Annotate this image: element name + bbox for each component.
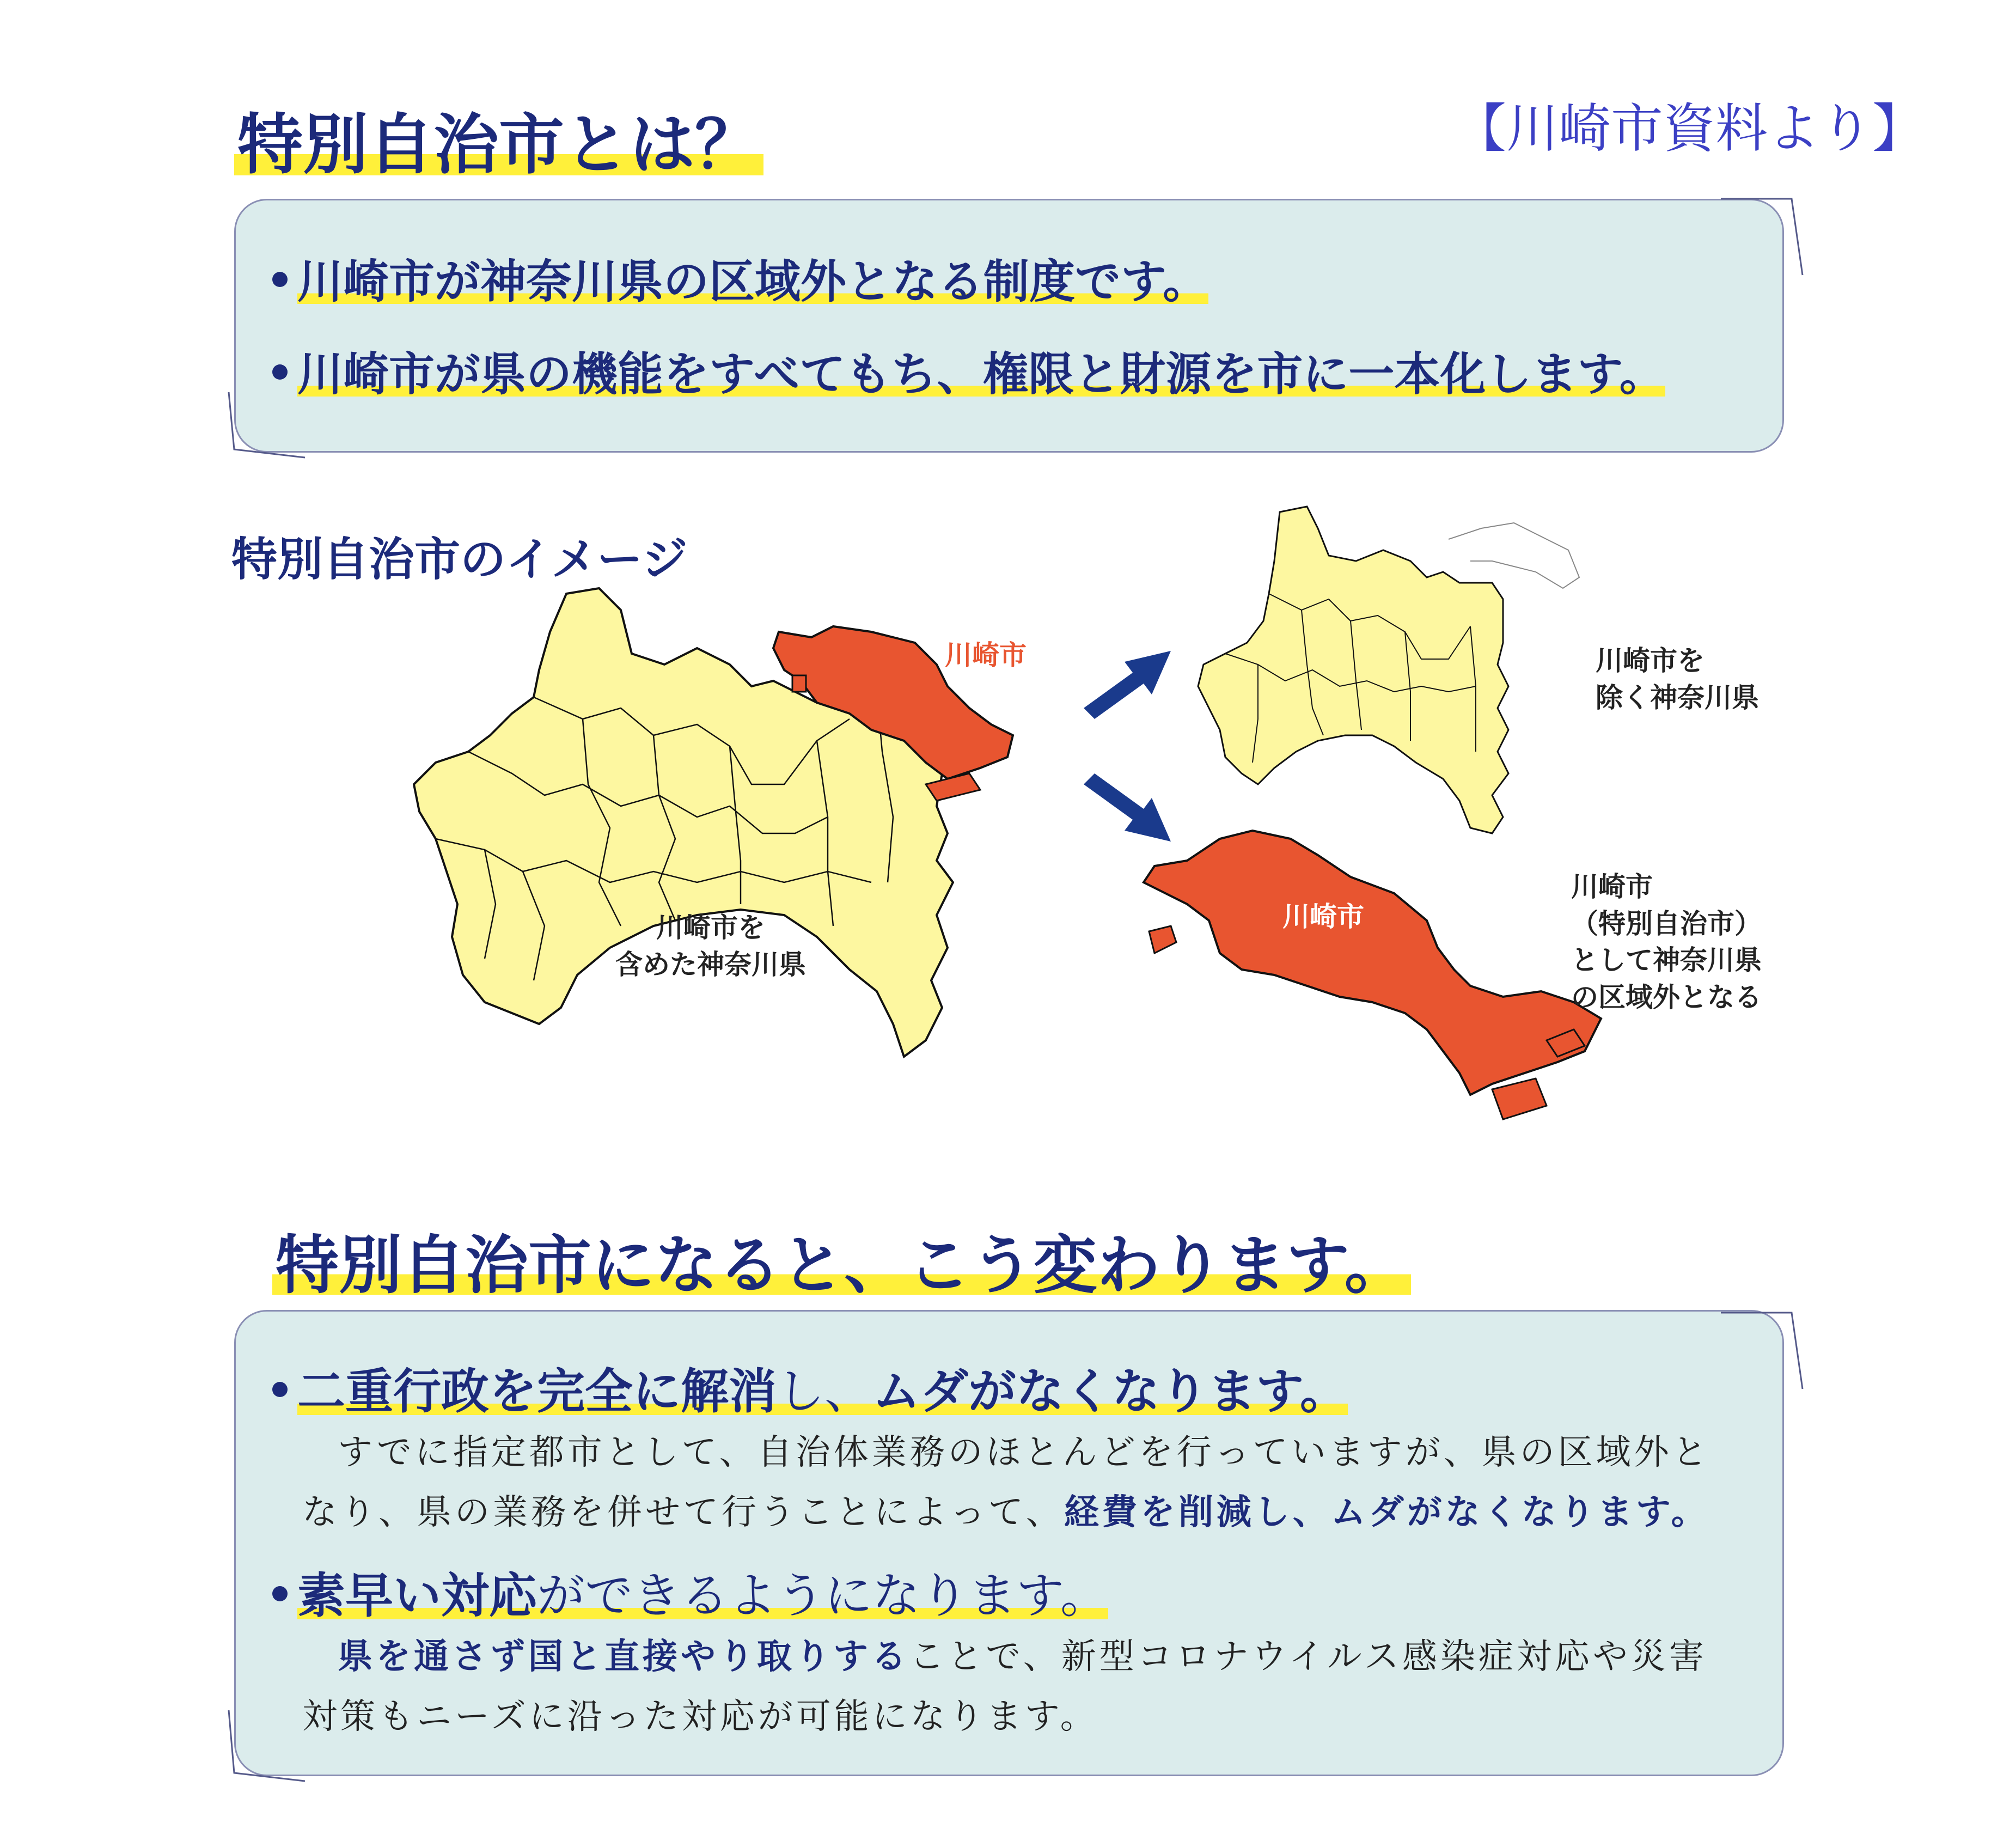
- changes-title: 特別自治市になると、こう変わります。: [272, 1215, 1411, 1306]
- change-item-1-body-line-2: なり、県の業務を併せて行うことによって、経費を削減し、ムダがなくなります。: [302, 1492, 1709, 1533]
- map-kanagawa-without-kawasaki: [1187, 501, 1590, 839]
- map-before-label: 川崎市を 含めた神奈川県: [615, 912, 806, 980]
- bullet-icon: [272, 272, 288, 287]
- intro-box-corner-tr: [1710, 185, 1808, 278]
- page-title: 特別自治市とは？: [234, 93, 763, 186]
- source-note: 【川崎市資料より】: [1454, 98, 1925, 159]
- changes-box-corner-bl: [218, 1699, 316, 1787]
- arrow-up-right-icon: [1078, 643, 1176, 724]
- intro-item-2: 川崎市が県の機能をすべてもち、権限と財源を市に一本化します。: [272, 338, 1665, 404]
- map-kawasaki-alone: [1111, 822, 1617, 1127]
- change-item-2-heading: 素早い対応ができるようになります。: [272, 1558, 1108, 1626]
- changes-box-corner-tr: [1710, 1299, 1808, 1392]
- intro-item-1: 川崎市が神奈川県の区域外となる制度です。: [272, 245, 1208, 311]
- intro-box: [234, 199, 1784, 453]
- bullet-icon: [272, 364, 288, 380]
- change-item-1-heading: 二重行政を完全に解消し、ムダがなくなります。: [272, 1354, 1348, 1422]
- map-after-label: 川崎市を 除く神奈川県: [1596, 645, 1759, 714]
- change-item-1-body-line-1: すでに指定都市として、自治体業務のほとんどを行っていますが、県の区域外と: [338, 1432, 1710, 1473]
- bullet-icon: [272, 1586, 288, 1601]
- kawasaki-description: 川崎市 （特別自治市） として神奈川県 の区域外となる: [1571, 871, 1762, 1013]
- bullet-icon: [272, 1382, 288, 1397]
- kawasaki-label-red: 川崎市: [945, 639, 1027, 671]
- kawasaki-city-label: 川崎市: [1282, 901, 1364, 932]
- change-item-2-body-line-2: 対策もニーズに沿った対応が可能になります。: [302, 1697, 1098, 1737]
- change-item-2-body-line-1: 県を通さず国と直接やり取りすることで、新型コロナウイルス感染症対応や災害: [338, 1637, 1707, 1677]
- image-section-title: 特別自治市のイメージ: [231, 533, 688, 586]
